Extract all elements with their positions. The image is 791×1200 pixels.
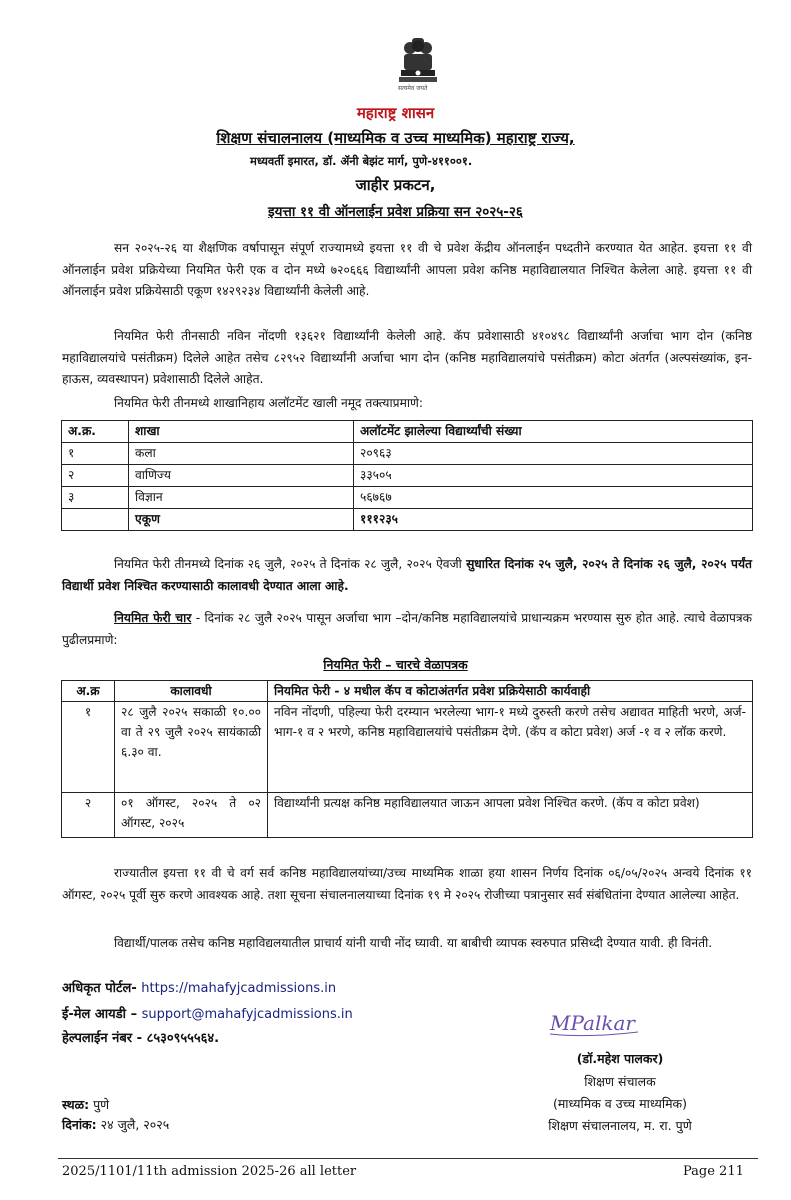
allotment-table xyxy=(61,420,753,531)
place-line xyxy=(62,1096,109,1113)
paragraph-allotment-intro xyxy=(62,393,752,415)
government-title: महाराष्ट्र शासन xyxy=(356,104,435,122)
table-cell: विज्ञान xyxy=(129,487,354,509)
table-row xyxy=(62,465,753,487)
table-cell: नविन नोंदणी, पहिल्या फेरी दरम्यान भरलेल्या भाग-१ मध्ये दुरुस्ती करणे तसेच अद्यावत माहिती भरणे, अर्ज-भाग-१ व २ भरणे, कनिष्ठ महाविद्यालयांचे पसंतीक्रम देणे. (कॅप व कोटा प्रवेश) अर्ज -१ व २ लॉक करणे. xyxy=(268,702,753,793)
round-four-label: नियमित फेरी चार xyxy=(114,611,192,625)
signature-text: MPalkar xyxy=(550,1011,635,1035)
date-value: २४ जुलै, २०२५ xyxy=(96,1117,170,1132)
table-cell: २०९६३ xyxy=(354,443,753,465)
department-address: मध्यवर्ती इमारत, डॉ. ॲनी बेझंट मार्ग, पुणे-४११००१. xyxy=(250,154,473,168)
paragraph-registration-text: नियमित फेरी तीनसाठी नविन नोंदणी १३६२१ विद्यार्थ्यांनी केलेली आहे. कॅप प्रवेशासाठी ४१०४९८ विद्यार्थ्यांनी अर्जाचा भाग दोन (कनिष्ठ महाविद्यालयांचे पसंतीक्रम) दिलेले आहेत तसेच ८२९५२ विद्यार्थ्यांनी अर्जाचा भाग दोन (कनिष्ठ महाविद्यालयांचे पसंतीक्रम) कोटा अंतर्गत (अल्पसंख्यांक, इन-हाऊस, व्यवस्थापन) प्रवेशासाठी दिलेले आहेत. xyxy=(62,329,752,386)
signatory-subtitle: (माध्यमिक व उच्च माध्यमिक) xyxy=(552,1096,688,1111)
paragraph-class-start-text: राज्यातील इयत्ता ११ वी चे वर्ग सर्व कनिष्ठ महाविद्यालयांच्या/उच्च माध्यमिक शाळा हया शासन निर्णय दिनांक ०६/०५/२०२५ अन्वये दिनांक ११ ऑगस्ट, २०२५ पूर्वी सुरु करणे आवश्यक आहे. तशा सूचना संचालनालयाच्या दिनांक १९ मे २०२५ रोजीच्या पत्रानुसार सर्व संबंधितांना देण्यात आलेल्या आहेत. xyxy=(62,866,752,902)
table-cell: १ xyxy=(62,443,129,465)
paragraph-round-four xyxy=(62,608,752,651)
signature-image xyxy=(548,1004,668,1044)
table-header-cell: नियमित फेरी - ४ मधील कॅप व कोटाअंतर्गत प्रवेश प्रक्रियेसाठी कार्यवाही xyxy=(268,681,753,702)
table-header-cell: कालावधी xyxy=(115,681,268,702)
table-cell: २ xyxy=(62,793,115,838)
department-title: शिक्षण संचालनालय (माध्यमिक व उच्च माध्यमिक) महाराष्ट्र राज्य, xyxy=(216,129,575,147)
table-cell: १११२३५ xyxy=(354,509,753,531)
email-link[interactable]: support@mahafyjcadmissions.in xyxy=(141,1007,353,1022)
table-header-cell: शाखा xyxy=(129,421,354,443)
paragraph-request-text: विद्यार्थी/पालक तसेच कनिष्ठ महाविद्यलयातील प्राचार्य यांनी याची नोंद घ्यावी. या बाबीची व्यापक स्वरुपात प्रसिध्दी देण्यात यावी. ही विनंती. xyxy=(114,936,713,950)
table-header-cell: अ.क्र xyxy=(62,681,115,702)
table-row xyxy=(62,702,753,793)
table-cell xyxy=(62,509,129,531)
signatory-title: शिक्षण संचालक xyxy=(584,1074,656,1089)
signatory-office: शिक्षण संचालनालय, म. रा. पुणे xyxy=(548,1118,692,1133)
table-cell: कला xyxy=(129,443,354,465)
paragraph-revised-dates xyxy=(62,554,752,597)
email-line xyxy=(62,1004,353,1022)
portal-line xyxy=(62,978,336,996)
table-header-row xyxy=(62,681,753,702)
place-label: स्थळ: xyxy=(62,1097,90,1112)
table-cell: १ xyxy=(62,702,115,793)
table-header-row xyxy=(62,421,753,443)
schedule-table xyxy=(61,680,753,838)
helpline-text: हेल्पलाईन नंबर - ८५३०९५५५६४. xyxy=(62,1031,220,1046)
paragraph-intro xyxy=(62,238,752,303)
table-row xyxy=(62,487,753,509)
notice-title: जाहीर प्रकटन, xyxy=(355,176,436,194)
paragraph-class-start xyxy=(62,863,752,906)
date-line xyxy=(62,1116,169,1133)
table-cell: ३ xyxy=(62,487,129,509)
paragraph-round-four-text: - दिनांक २८ जुलै २०२५ पासून अर्जाचा भाग –दोन/कनिष्ठ महाविद्यालयांचे प्राधान्यक्रम भरण्यास सुरु होत आहे. त्याचे वेळापत्रक पुढीलप्रमाणे: xyxy=(62,611,752,647)
table-cell: एकूण xyxy=(129,509,354,531)
table-cell: २८ जुलै २०२५ सकाळी १०.०० वा ते २९ जुलै २०२५ सायंकाळी ६.३० वा. xyxy=(115,702,268,793)
paragraph-intro-text: सन २०२५-२६ या शैक्षणिक वर्षापासून संपूर्ण राज्यामध्ये इयत्ता ११ वी चे प्रवेश केंद्रीय ऑनलाईन पध्दतीने करण्यात येत आहेत. इयत्ता ११ वी ऑनलाईन प्रवेश प्रक्रियेच्या नियमित फेरी एक व दोन मध्ये ७२०६६६ विद्यार्थ्यांनी आपला प्रवेश कनिष्ठ महाविद्यालयात निश्चित केलेला आहे. इयत्ता ११ वी ऑनलाईन प्रवेश प्रक्रियेसाठी एकूण १४२९२३४ विद्यार्थ्यांनी केलेली आहे. xyxy=(62,241,752,298)
table-cell: ०१ ऑगस्ट, २०२५ ते ०२ ऑगस्ट, २०२५ xyxy=(115,793,268,838)
table-cell: ३३५०५ xyxy=(354,465,753,487)
signatory-name: (डॉ.महेश पालकर) xyxy=(576,1051,664,1066)
schedule-caption: नियमित फेरी – चारचे वेळापत्रक xyxy=(323,657,468,672)
table-total-row xyxy=(62,509,753,531)
footer-page-number: Page 211 xyxy=(683,1164,744,1179)
table-header-cell: अ.क्र. xyxy=(62,421,129,443)
paragraph-revised-dates-bold: सुधारित दिनांक २५ जुलै, २०२५ ते दिनांक २६ जुलै, २०२५ पर्यंत विद्यार्थी प्रवेश निश्चित करण्यासाठी कालावधी देण्यात आला आहे. xyxy=(62,557,752,593)
table-row xyxy=(62,793,753,838)
emblem-caption: सत्यमेव जयते xyxy=(398,85,428,92)
email-label: ई-मेल आयडी – xyxy=(62,1007,138,1022)
table-cell: ५६७६७ xyxy=(354,487,753,509)
paragraph-revised-dates-text: नियमित फेरी तीनमध्ये दिनांक २६ जुलै, २०२५ ते दिनांक २८ जुलै, २०२५ ऐवजी xyxy=(114,557,467,571)
place-value: पुणे xyxy=(89,1097,110,1112)
table-row xyxy=(62,443,753,465)
notice-subject: इयत्ता ११ वी ऑनलाईन प्रवेश प्रक्रिया सन २०२५-२६ xyxy=(268,204,523,220)
portal-link[interactable]: https://mahafyjcadmissions.in xyxy=(141,981,337,996)
portal-label: अधिकृत पोर्टल- xyxy=(62,981,137,996)
table-cell: २ xyxy=(62,465,129,487)
table-cell: वाणिज्य xyxy=(129,465,354,487)
paragraph-allotment-intro-text: नियमित फेरी तीनमध्ये शाखानिहाय अलॉटमेंट खाली नमूद तक्त्याप्रमाणे: xyxy=(114,396,423,410)
date-label: दिनांक: xyxy=(62,1117,97,1132)
paragraph-registration xyxy=(62,326,752,391)
table-cell: विद्यार्थ्यांनी प्रत्यक्ष कनिष्ठ महाविद्यालयात जाऊन आपला प्रवेश निश्चित करणे. (कॅप व कोटा प्रवेश) xyxy=(268,793,753,838)
table-header-cell: अलॉटमेंट झालेल्या विद्यार्थ्यांची संख्या xyxy=(354,421,753,443)
paragraph-request xyxy=(62,933,752,955)
footer-reference: 2025/1101/11th admission 2025-26 all letter xyxy=(62,1164,357,1179)
footer-divider xyxy=(58,1158,758,1159)
